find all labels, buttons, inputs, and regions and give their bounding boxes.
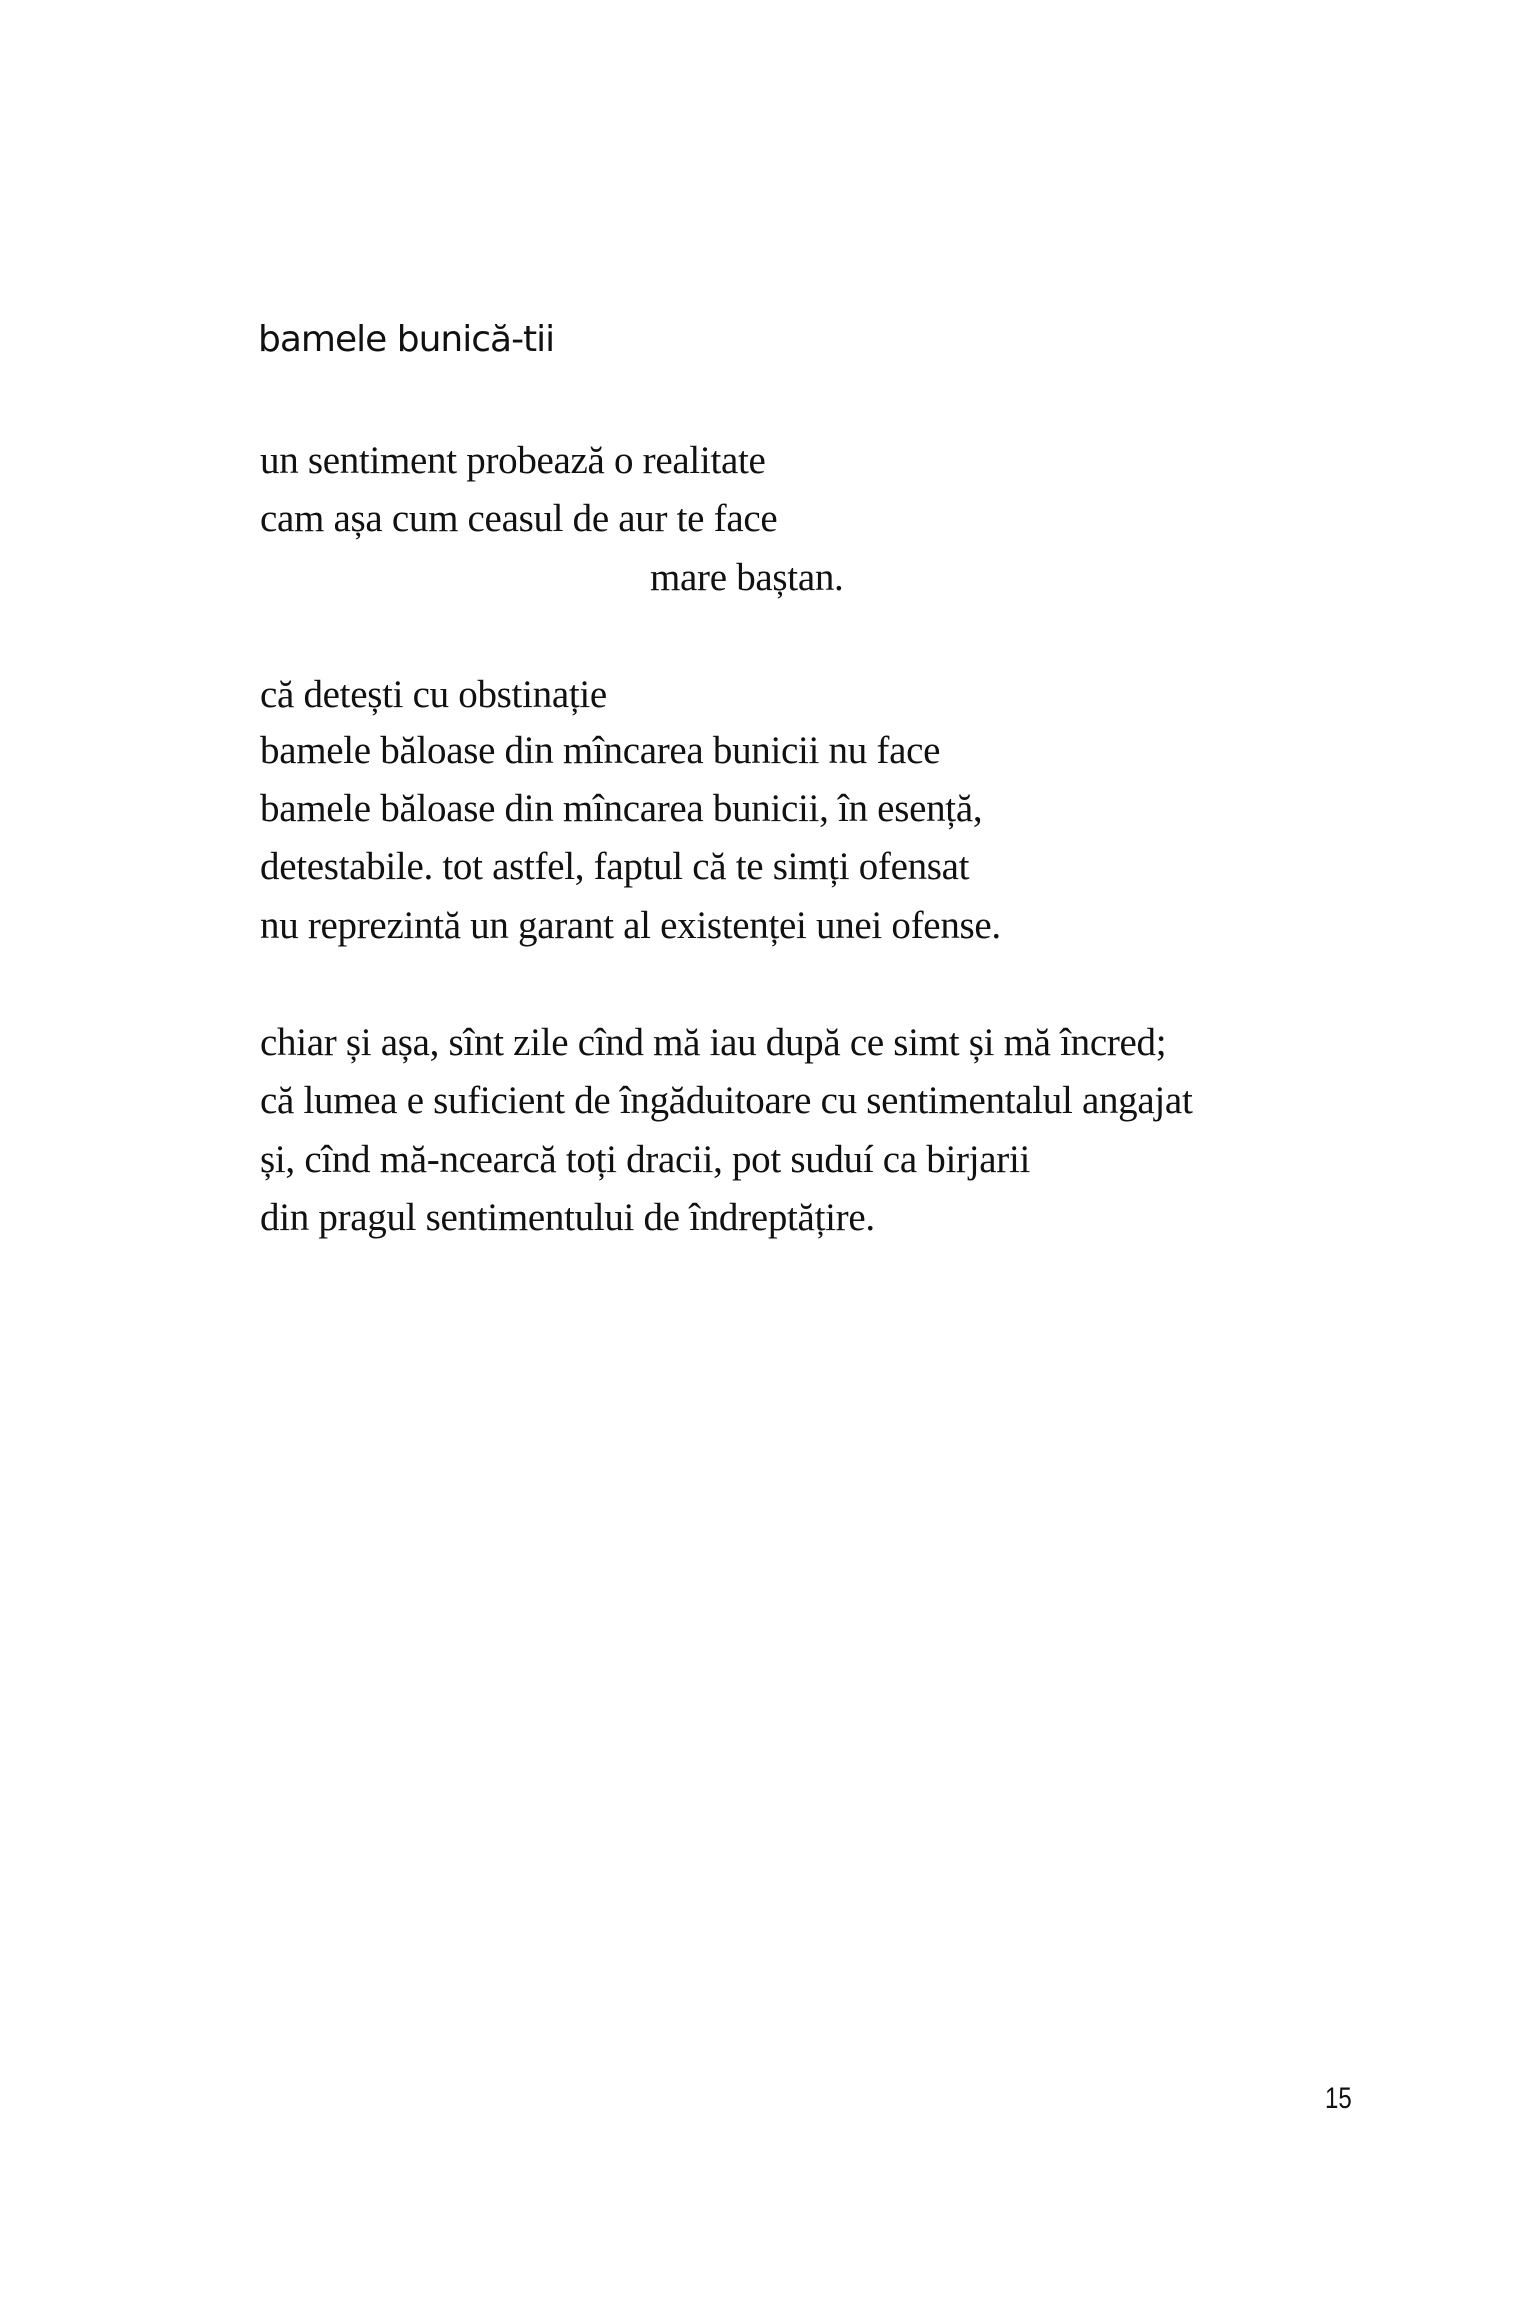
verse-line: un sentiment probează o realitate: [260, 439, 766, 482]
verse-line: nu reprezintă un garant al existenței unei ofense.: [260, 904, 1001, 947]
verse-line: din pragul sentimentului de îndreptățire.: [260, 1196, 875, 1239]
verse-line: că detești cu obstinație: [260, 673, 607, 716]
verse-line-indented: mare baștan.: [650, 556, 844, 599]
page-number: 15: [1325, 2082, 1352, 2115]
verse-line: bamele băloase din mîncarea bunicii, în esență,: [260, 787, 983, 830]
verse-line: detestabile. tot astfel, faptul că te simți ofensat: [260, 845, 970, 888]
verse-line: bamele băloase din mîncarea bunicii nu face: [260, 729, 941, 772]
verse-line: și, cînd mă-ncearcă toți dracii, pot suduí ca birjarii: [260, 1138, 1031, 1181]
verse-line: că lumea e suficient de îngăduitoare cu sentimentalul angajat: [260, 1079, 1193, 1122]
verse-line: chiar și așa, sînt zile cînd mă iau după ce simt și mă încred;: [260, 1021, 1167, 1064]
verse-line: cam așa cum ceasul de aur te face: [260, 497, 778, 540]
poem-title: bamele bunică-tii: [258, 319, 555, 360]
